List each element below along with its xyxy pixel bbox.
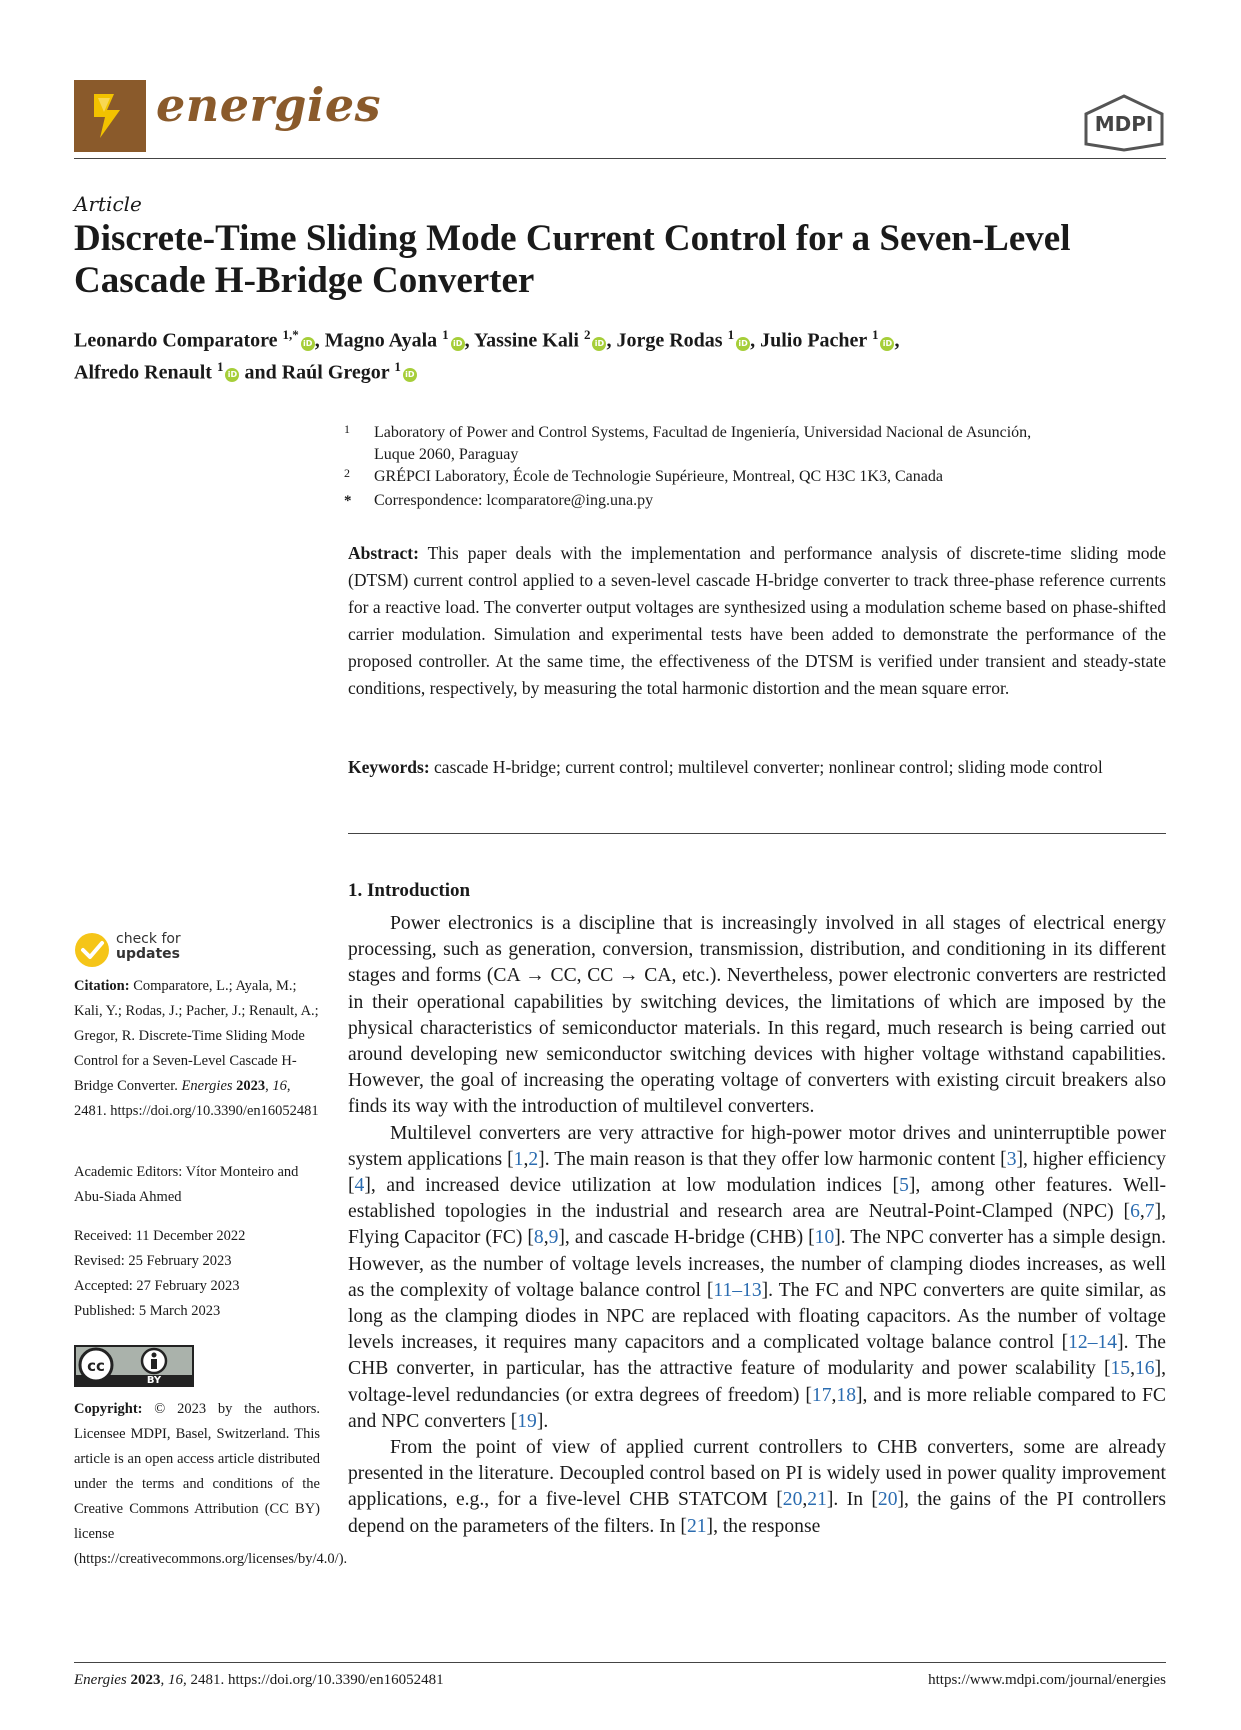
paragraph-text: Power electronics is a discipline that is increasingly involved in all stages of electrical energy processing, such as generation, conversion, transmission, distribution, and conditioning in its different stages and forms (CA → CC, CC → CA, etc.). Nevertheless, power electronic converters are restricted in their operational capabilities by switching devices, the limitations of which are imposed by the physical characteristics of semiconductor materials. In this regard, much research is being carried out around developing new semiconductor switching devices with higher voltage withstand capabilities. However, the goal of increasing the operating voltage of converters with existing circuit breakers also finds its way with the introduction of multilevel converters.	[348, 913, 1166, 1118]
reference-link[interactable]: 6	[1130, 1201, 1140, 1223]
paragraph-text: ,	[831, 1384, 837, 1406]
author-name: Leonardo Comparatore	[74, 329, 278, 352]
section-heading: 1. Introduction	[348, 880, 471, 901]
reference-link[interactable]: 9	[548, 1227, 559, 1249]
orcid-icon[interactable]: iD	[301, 337, 315, 351]
revised-date: Revised: 25 February 2023	[74, 1253, 232, 1269]
academic-editors: Academic Editors: Vítor Monteiro and Abu-Siada Ahmed	[74, 1164, 299, 1205]
reference-link[interactable]: 12–14	[1068, 1332, 1118, 1354]
copyright-label: Copyright:	[74, 1401, 143, 1417]
author-name: Magno Ayala	[324, 329, 438, 352]
svg-text:cc: cc	[87, 1357, 105, 1375]
paragraph-text: ], and is more reliable compared to FC and NPC converters [	[348, 1384, 1167, 1432]
abstract-text: This paper deals with the implementation and performance analysis of discrete-time sliding mode (DTSM) current control applied to a seven-level cascade H-bridge converter to track three-phase reference currents for a reactive load. The converter output voltages are synthesized using a modulation scheme based on phase-shifted carrier modulation. Simulation and experimental tests have been added to demonstrate the performance of the proposed controller. At the same time, the effectiveness of the DTSM is verified under transient and steady-state conditions, respectively, by measuring the total harmonic distortion and the mean square error.	[348, 543, 1166, 698]
paragraph-text: ,	[523, 1148, 529, 1170]
footer-citation: Energies 2023, 16, 2481. https://doi.org/10.3390/en16052481	[74, 1672, 444, 1688]
check-icon	[74, 932, 110, 968]
publisher-name: MDPI	[1094, 112, 1154, 136]
reference-link[interactable]: 16	[1134, 1358, 1155, 1380]
reference-link[interactable]: 15	[1110, 1358, 1131, 1380]
reference-link[interactable]: 20	[877, 1489, 898, 1511]
copyright-text: © 2023 by the authors. Licensee MDPI, Basel, Switzerland. This article is an open access article distributed under the terms and conditions of the Creative Commons Attribution (CC BY) license (https://creativecommons.org/licenses/by/4.0/).	[74, 1401, 348, 1567]
accepted-date: Accepted: 27 February 2023	[74, 1278, 240, 1294]
paragraph-text: ,	[1130, 1358, 1135, 1380]
orcid-icon[interactable]: iD	[592, 337, 606, 351]
paragraph-text: ], higher efficiency [	[348, 1148, 1166, 1197]
footer-divider	[74, 1662, 1166, 1663]
correspondence-email[interactable]: Correspondence: lcomparatore@ing.una.py	[374, 492, 654, 509]
author-line-2: Alfredo Renault $^1$iD and Raúl Gregor $^1$iD	[74, 354, 1174, 386]
abstract-divider	[348, 833, 1166, 834]
author-name: Alfredo Renault	[74, 361, 212, 384]
paragraph-text: ]. The main reason is that they offer low harmonic content [	[538, 1148, 1007, 1170]
reference-link[interactable]: 4	[354, 1175, 365, 1197]
orcid-icon[interactable]: iD	[451, 337, 465, 351]
citation: Citation: Comparatore, L.; Ayala, M.; Kali, Y.; Rodas, J.; Pacher, J.; Renault, A.; Gregor, R. Discrete-Time Sliding Mode Control for a Seven-Level Cascade H-Bridge Converter. Energies 2023, 16, 2481. https://doi.org/10.3390/en16052481	[74, 978, 319, 1119]
keywords-text: cascade H-bridge; current control; multilevel converter; nonlinear control; sliding mode control	[434, 757, 1103, 777]
paragraph-text: ].	[536, 1410, 549, 1432]
reference-link[interactable]: 21	[686, 1515, 707, 1537]
abstract-label: Abstract:	[348, 543, 419, 563]
keywords-label: Keywords:	[348, 757, 430, 777]
paragraph-text: ,	[802, 1489, 808, 1511]
orcid-icon[interactable]: iD	[403, 368, 417, 382]
paragraph-text: From the point of view of applied current controllers to CHB converters, some are already presented in the literature. Decoupled control based on PI is widely used in power quality improvement applications, e.g., for a five-level CHB STATCOM [	[348, 1437, 1166, 1511]
paragraph-text: ], Flying Capacitor (FC) [	[348, 1201, 1166, 1249]
check-label: check for	[116, 931, 181, 947]
citation-doi[interactable]: , 2481. https://doi.org/10.3390/en16052481	[74, 1078, 319, 1119]
author-name: Yassine Kali	[473, 329, 579, 352]
article-type: Article	[74, 192, 142, 216]
paragraph-text: ]. The FC and NPC converters are quite similar, as long as the clamping diodes in NPC are replaced with floating capacitors. As the number of voltage levels increases, it requires many capacitors and a complicated voltage balance control [	[348, 1279, 1166, 1354]
received-date: Received: 11 December 2022	[74, 1228, 246, 1244]
footer-journal-url[interactable]: https://www.mdpi.com/journal/energies	[928, 1672, 1166, 1688]
author-affiliation-mark: 1,*	[282, 327, 299, 342]
reference-link[interactable]: 18	[836, 1384, 856, 1406]
orcid-icon[interactable]: iD	[880, 337, 894, 351]
copyright	[74, 1397, 348, 1572]
reference-link[interactable]: 17	[811, 1384, 832, 1406]
paragraph-text: ], the response	[706, 1515, 821, 1537]
license-badge-label: BY	[146, 1375, 162, 1386]
keywords	[348, 754, 1166, 781]
author-name: Julio Pacher	[760, 329, 867, 352]
updates-label: updates	[116, 946, 180, 962]
paragraph-text: ]. The NPC converter has a simple design. However, as the number of voltage levels increases, the number of clamping diodes increases, as well as the complexity of voltage balance control [	[348, 1227, 1166, 1301]
citation-label: Citation:	[74, 978, 130, 994]
paragraph	[348, 911, 1166, 1121]
header-divider	[74, 158, 1166, 159]
title-line-2: Cascade H-Bridge Converter	[74, 260, 535, 301]
article-title	[74, 218, 1174, 302]
reference-link[interactable]: 20	[782, 1489, 803, 1511]
dates	[74, 1224, 320, 1324]
author-list	[74, 322, 1174, 385]
citation-text: Comparatore, L.; Ayala, M.; Kali, Y.; Rodas, J.; Pacher, J.; Renault, A.; Gregor, R. Discrete-Time Sliding Mode Control for a Seven-Level Cascade H-Bridge Converter.	[74, 978, 319, 1094]
paragraph	[348, 1435, 1166, 1540]
paragraph-text: ,	[1139, 1201, 1145, 1223]
abstract	[348, 540, 1166, 702]
paragraph-text: ]. In [	[826, 1489, 878, 1511]
journal-name: energies	[156, 78, 382, 132]
lightning-bolt-icon	[74, 80, 146, 152]
reference-link[interactable]: 3	[1006, 1148, 1017, 1170]
reference-link[interactable]: 1	[513, 1148, 524, 1170]
paragraph	[348, 1121, 1166, 1435]
author-line-1: Leonardo Comparatore $^{1,*}$iD , Magno Ayala $^1$iD , Yassine Kali $^2$iD , Jorge Rodas $^1$iD , Julio Pacher $^1$iD ,	[74, 327, 900, 352]
reference-link[interactable]: 21	[807, 1489, 827, 1511]
author-name: Jorge Rodas	[616, 329, 723, 352]
orcid-icon[interactable]: iD	[225, 368, 239, 382]
reference-link[interactable]: 2	[528, 1148, 539, 1170]
published-date: Published: 5 March 2023	[74, 1303, 221, 1319]
reference-link[interactable]: 19	[517, 1410, 537, 1432]
reference-link[interactable]: 11–13	[713, 1279, 762, 1301]
introduction-body	[348, 911, 1166, 1540]
paragraph-text: ], voltage-level redundancies (or extra degrees of freedom) [	[348, 1358, 1166, 1406]
reference-link[interactable]: 5	[899, 1175, 909, 1197]
paragraph-text: ]. The CHB converter, in particular, has the attractive feature of modularity and power scalability [	[348, 1332, 1166, 1380]
paragraph-text: Multilevel converters are very attractive for high-power motor drives and uninterruptible power system applications [	[348, 1122, 1166, 1170]
title-line-1: Discrete-Time Sliding Mode Current Control for a Seven-Level	[74, 218, 1071, 259]
reference-link[interactable]: 8	[533, 1227, 544, 1249]
reference-link[interactable]: 7	[1144, 1201, 1155, 1223]
reference-link[interactable]: 10	[814, 1227, 835, 1249]
journal-logo	[74, 80, 146, 152]
paragraph-text: ,	[543, 1227, 549, 1249]
paragraph-text: ], and cascade H-bridge (CHB) [	[558, 1227, 815, 1249]
cc-by-license-badge[interactable]	[74, 1345, 194, 1387]
orcid-icon[interactable]: iD	[736, 337, 750, 351]
author-name: Raúl Gregor	[281, 361, 390, 384]
paragraph-text: ], the gains of the PI controllers depend on the parameters of the filters. In [	[348, 1489, 1166, 1537]
paragraph-text: ], and increased device utilization at low modulation indices [	[364, 1175, 900, 1197]
paragraph-text: ], among other features. Well-established topologies in the industrial and research area are Neutral-Point-Clamped (NPC) [	[348, 1175, 1167, 1223]
footer-doi[interactable]: , 2481. https://doi.org/10.3390/en16052481	[183, 1672, 444, 1688]
